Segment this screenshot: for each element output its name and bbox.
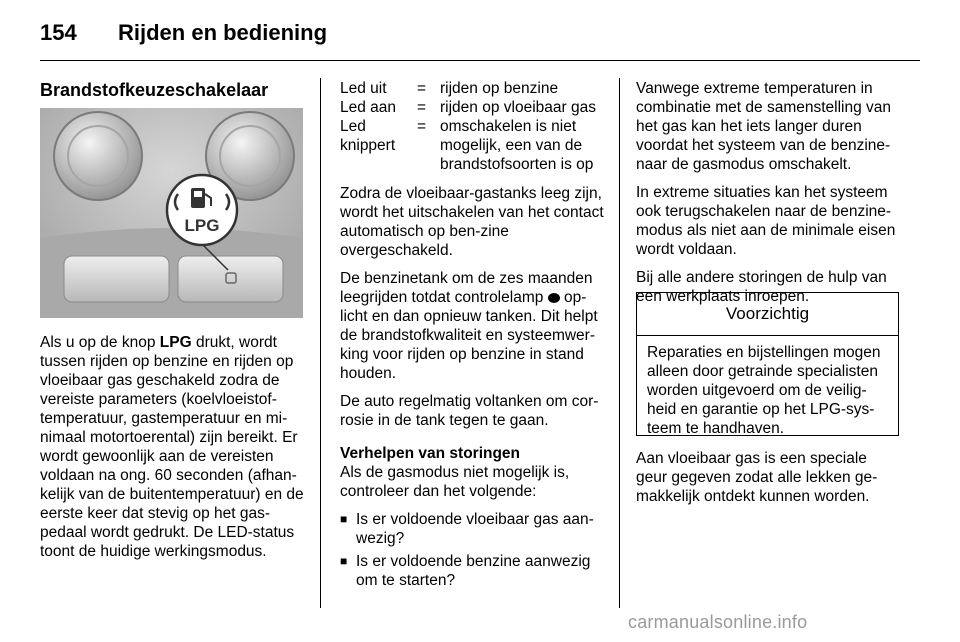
led-desc: rijden op vloeibaar gas (440, 99, 596, 116)
paragraph: Aan vloeibaar gas is een speciale geur gegeven zodat alle lekken ge-makkelijk ontdekt kunnen worden. (636, 450, 878, 505)
col3-body (636, 79, 902, 315)
col2-body (340, 79, 606, 594)
column-divider-1 (320, 78, 321, 608)
para-text-1: Als u op de knop (40, 334, 160, 351)
led-label: Led knippert (340, 118, 396, 154)
col3-body-bottom (636, 449, 902, 515)
para-text-2: drukt, wordt tussen rijden op benzine en rijden op vloeibaar gas geschakeld zodra de vereiste parameters (koelvloeistof-temperatuur, gastemperatuur en mi-nimaal motortoerental) zijn bereikt. Er wordt gewoonlijk aan de vereisten voldaan na ong. 60 seconden (afhan-kelijk van de buitentemperatuur) en de eerste keer dat stevig op het gas-pedaal wordt gedrukt. De LED-status toont de huidige werkingsmodus. (40, 334, 304, 560)
header-rule (40, 60, 920, 61)
caution-title: Voorzichtig (637, 293, 898, 336)
led-desc: omschakelen is niet mogelijk, een van de brandstofsoorten is op (440, 118, 594, 173)
list-item: ■ Is er voldoende vloeibaar gas aan-wezig? (340, 510, 606, 548)
paragraph (340, 269, 606, 383)
caution-text: Reparaties en bijstellingen mogen alleen door getrainde specialisten worden uitgevoerd om de veilig-heid en garantie op het LPG-sys-teem te handhaven. (647, 344, 881, 437)
led-equals: = (417, 118, 427, 135)
paragraph: Vanwege extreme temperaturen in combinatie met de samenstelling van het gas kan het iets langer duren voordat het systeem van de benzine-naar de gasmodus omschakelt. (636, 80, 892, 173)
col1-body (40, 333, 308, 570)
led-label: Led aan (340, 99, 397, 116)
watermark: carmanualsonline.info (628, 612, 808, 632)
lpg-label: LPG (159, 334, 192, 351)
photo-icon-label: LPG (184, 216, 220, 235)
led-desc: rijden op benzine (440, 80, 559, 97)
list-item: ■ Is er voldoende benzine aanwezig om te starten? (340, 552, 606, 590)
caution-box (636, 292, 899, 436)
lpg-switch-photo (40, 108, 303, 318)
led-equals: = (417, 99, 427, 116)
column-divider-2 (619, 78, 620, 608)
paragraph: Zodra de vloeibaar-gastanks leeg zijn, wordt het uitschakelen van het contact automatisch op ben-zine overgeschakeld. (340, 185, 604, 259)
paragraph: Bij alle andere storingen de hulp van een werkplaats inroepen. (636, 269, 887, 305)
page-number: 154 (40, 20, 77, 45)
paragraph: In extreme situaties kan het systeem ook terugschakelen naar de benzine-modus als niet aan de minimale eisen wordt voldaan. (636, 184, 896, 258)
table-row (340, 98, 606, 117)
led-equals: = (417, 80, 427, 97)
paragraph: Als de gasmodus niet mogelijk is, controleer dan het volgende: (340, 464, 570, 500)
control-lamp-icon (548, 293, 560, 303)
check-list (340, 510, 606, 590)
table-row (340, 117, 606, 174)
led-status-table (340, 79, 606, 174)
table-row (340, 79, 606, 98)
section-heading: Brandstofkeuzeschakelaar (40, 80, 269, 100)
led-label: Led uit (340, 80, 387, 97)
lpg-switch-paragraph (40, 333, 308, 561)
chapter-title: Rijden en bediening (118, 20, 328, 45)
subheading: Verhelpen van storingen (340, 445, 521, 462)
paragraph: De auto regelmatig voltanken om cor-rosie in de tank tegen te gaan. (340, 393, 599, 429)
page-header (40, 20, 327, 46)
para-text: op-licht en dan opnieuw tanken. Dit helpt de brandstofkwaliteit en systeemwer-king voor rijden op benzine in stand houden. (340, 289, 598, 382)
para-text: De benzinetank om de zes maanden leegrijden totdat controlelamp (340, 270, 593, 306)
